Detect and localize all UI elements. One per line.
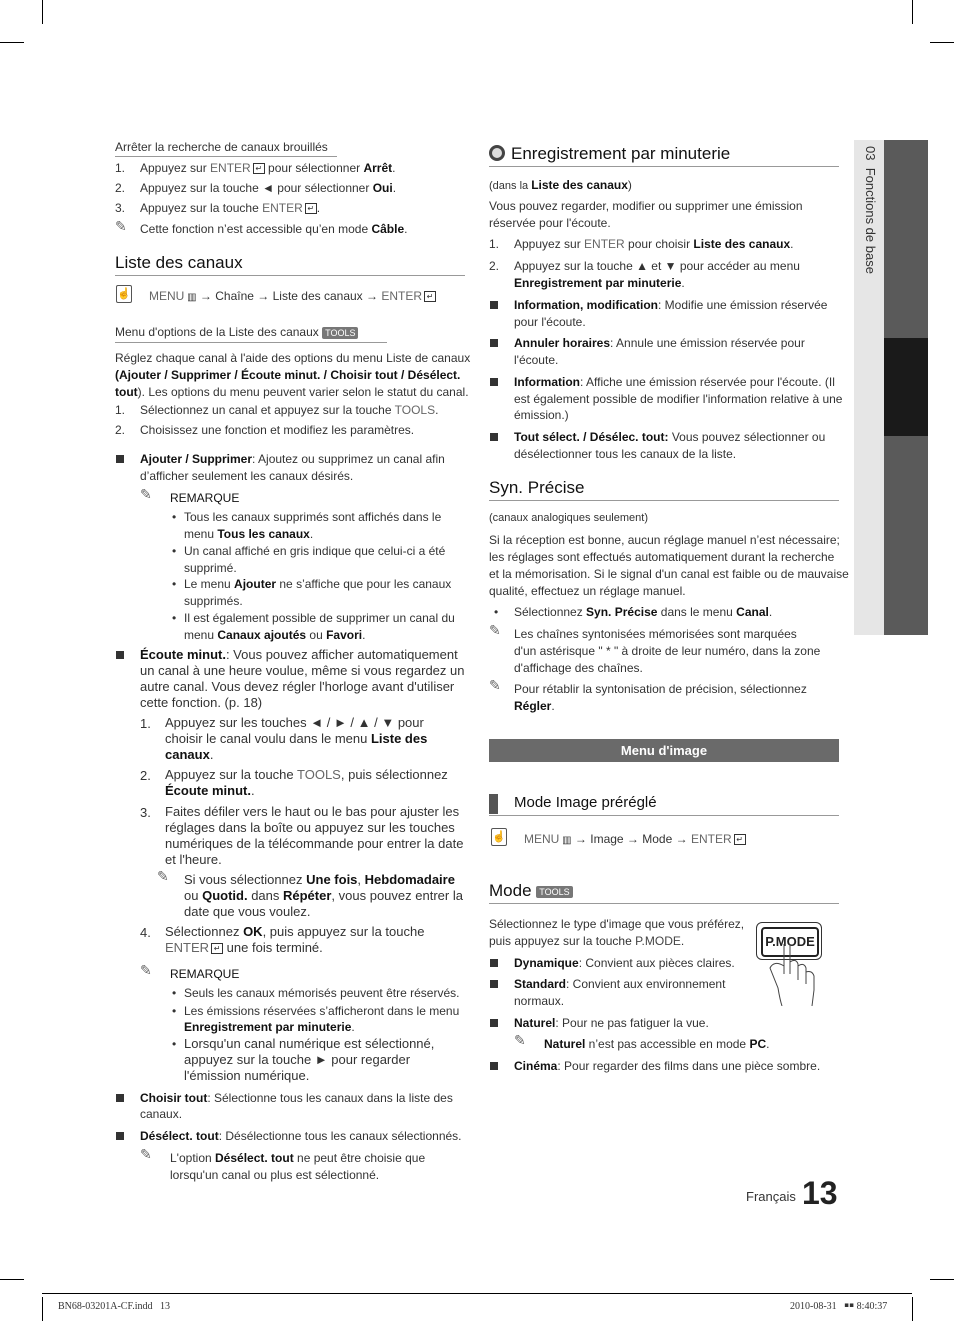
rec-step-1: Appuyez sur ENTER pour choisir Liste des canaux.	[514, 237, 794, 251]
options-intro-line3: tout). Les options du menu peuvent varier selon le statut du canal.	[115, 385, 469, 399]
footer-rule	[42, 1293, 912, 1294]
note-pencil-icon: ✎	[140, 962, 152, 978]
choose-all-line1: Choisir tout: Sélectionne tous les canaux dans la liste des	[140, 1091, 453, 1105]
sidebar-tab	[884, 140, 928, 338]
rec-step-2-line1: Appuyez sur la touche ▲ et ▼ pour accéder au menu	[514, 259, 800, 273]
info-line3: émission.)	[514, 408, 569, 422]
timer-step2-line1: Appuyez sur la touche TOOLS, puis sélectionnez	[165, 767, 448, 782]
mode-natural: Naturel: Pour ne pas fatiguer la vue.	[514, 1016, 709, 1030]
footer-date: 2010-08-31 ￭￭ 8:40:37	[790, 1301, 888, 1312]
remark2-bullet-3-line2: appuyez sur la touche ► pour regarder	[184, 1052, 411, 1067]
section-title-channel-list: Liste des canaux	[115, 253, 243, 272]
timer-clock-icon	[489, 145, 505, 161]
sidebar-chapter: 03 Fonctions de base	[863, 146, 878, 274]
deselect-note-line2: lorsqu'un canal ou plus est sélectionné.	[170, 1168, 380, 1182]
bullet-dot: •	[172, 510, 177, 524]
rec-intro-line1: Vous pouvez regarder, modifier ou supprimer une émission	[489, 199, 803, 213]
footer-language: Français	[746, 1189, 796, 1204]
bullet-square	[116, 1132, 124, 1140]
section-rule	[489, 903, 839, 904]
fine-note1-line1: Les chaînes syntonisées mémorisées sont marquées	[514, 627, 797, 641]
mode-intro-line2: puis appuyez sur la touche P.MODE.	[489, 934, 685, 948]
footer-file: BN68-03201A-CF.indd 13	[58, 1301, 170, 1312]
note-pencil-icon: ✎	[157, 868, 169, 884]
bullet-square	[116, 455, 124, 463]
bullet-square	[490, 959, 498, 967]
info-line1: Information: Affiche une émission réservée pour l'écoute. (Il	[514, 375, 835, 389]
step-number: 2.	[140, 768, 151, 783]
hand-press-icon: ☝	[116, 285, 132, 303]
timer-step3-line1: Faites défiler vers le haut ou le bas pour ajuster les	[165, 804, 460, 819]
crop-mark	[0, 1279, 24, 1280]
select-all-line2: désélectionner tous les canaux de la liste.	[514, 447, 737, 461]
cancel-line2: l'écoute.	[514, 353, 559, 367]
sidebar-tab	[884, 436, 928, 635]
remark-2-line2: supprimé.	[184, 561, 237, 575]
stop-heading: Arrêter la recherche de canaux brouillés	[115, 140, 328, 154]
mode-standard-line1: Standard: Convient aux environnement	[514, 977, 726, 991]
timer-step1-line3: canaux.	[165, 747, 214, 762]
stop-step-1: Appuyez sur ENTER ↵ pour sélectionner Arrêt.	[140, 161, 396, 175]
rec-intro-line2: réservée pour l'écoute.	[489, 216, 611, 230]
bullet-square	[116, 1094, 124, 1102]
remark-1-line1: Tous les canaux supprimés sont affichés dans le	[184, 510, 442, 524]
remark-label: REMARQUE	[170, 491, 240, 505]
remark-label: REMARQUE	[170, 967, 240, 981]
bullet-square	[490, 1019, 498, 1027]
tools-badge: TOOLS	[322, 327, 358, 339]
bullet-dot: •	[494, 605, 499, 619]
remark-1-line2: menu Tous les canaux.	[184, 527, 314, 541]
bullet-square	[116, 651, 124, 659]
fine-line3: et la mémorisation. Si le signal d'un canal est faible ou de mauvaise	[489, 567, 849, 581]
fine-note2-line1: Pour rétablir la syntonisation de précision, sélectionnez	[514, 682, 807, 696]
natural-note: Naturel n’est pas accessible en mode PC.	[544, 1037, 770, 1051]
mode-intro-line1: Sélectionnez le type d'image que vous préférez,	[489, 917, 745, 931]
note-pencil-icon: ✎	[514, 1032, 526, 1048]
timer-step4-line1: Sélectionnez OK, puis appuyez sur la touche	[165, 924, 425, 939]
bullet-square	[490, 378, 498, 386]
timer-line1: Écoute minut.: Vous pouvez afficher automatiquement	[140, 647, 458, 662]
remark2-bullet-1: Seuls les canaux mémorisés peuvent être réservés.	[184, 986, 460, 1000]
section-title-fine-tune: Syn. Précise	[489, 478, 585, 497]
crop-mark	[930, 42, 954, 43]
fine-line2: les réglages sont effectués automatiquement durant la recherche	[489, 550, 835, 564]
add-delete-line1: Ajouter / Supprimer: Ajoutez ou supprimez un canal afin	[140, 452, 445, 466]
stop-step-2: Appuyez sur la touche ◄ pour sélectionner Oui.	[140, 181, 397, 195]
select-all-line1: Tout sélect. / Désélec. tout: Vous pouvez sélectionner ou	[514, 430, 826, 444]
stop-note: Cette fonction n’est accessible qu’en mode Câble.	[140, 222, 408, 236]
remark-3-line2: supprimés.	[184, 594, 243, 608]
timer-line2: un canal à une heure voulue, même si vous regardez un	[140, 663, 465, 678]
options-heading: Menu d'options de la Liste des canaux TOOLS	[115, 324, 358, 340]
bullet-square	[490, 1062, 498, 1070]
bullet-dot: •	[172, 611, 177, 625]
step-number: 2.	[115, 423, 126, 437]
enter-icon: ↵	[253, 163, 265, 174]
timer-step2-line2: Écoute minut..	[165, 783, 255, 798]
pmode-button: P.MODE	[761, 927, 819, 957]
bullet-square	[490, 980, 498, 988]
options-intro-line2: (Ajouter / Supprimer / Écoute minut. / Choisir tout / Désélect.	[115, 368, 461, 382]
crop-mark	[0, 42, 24, 43]
remark-3-line1: Le menu Ajouter ne s’affiche que pour les canaux	[184, 577, 452, 591]
step-number: 1.	[115, 161, 126, 175]
remark2-bullet-2-line1: Les émissions réservées s’afficheront dans le menu	[184, 1004, 460, 1018]
heading-underline	[115, 156, 337, 157]
rec-context: (dans la Liste des canaux)	[489, 178, 632, 192]
remark2-bullet-3-line3: l'émission numérique.	[184, 1068, 310, 1083]
step-number: 2.	[115, 181, 126, 195]
heading-underline	[115, 342, 387, 343]
timer-step1-line1: Appuyez sur les touches ◄ / ► / ▲ / ▼ pour	[165, 715, 424, 730]
step-number: 1.	[115, 403, 126, 417]
page-number: 13	[802, 1175, 838, 1211]
options-step-1: Sélectionnez un canal et appuyez sur la touche TOOLS.	[140, 403, 439, 417]
step-number: 1.	[489, 237, 500, 251]
timer-step3-line4: et l'heure.	[165, 852, 222, 867]
note-pencil-icon: ✎	[140, 1146, 152, 1162]
info-mod-line1: Information, modification: Modifie une émission réservée	[514, 298, 828, 312]
section-title-timer-recording: Enregistrement par minuterie	[511, 144, 731, 163]
crop-mark	[42, 0, 43, 24]
timer-step3-line2: réglages dans la boîte ou appuyez sur les touches	[165, 820, 455, 835]
enter-icon: ↵	[305, 203, 317, 214]
note-pencil-icon: ✎	[489, 677, 501, 693]
fine-note1-line2: d'un astérisque " * " à droite de leur numéro, dans la zone	[514, 644, 821, 658]
add-delete-line2: d’afficher seulement les canaux désirés.	[140, 469, 354, 483]
enter-icon: ↵	[211, 943, 223, 954]
crop-mark	[42, 1297, 43, 1321]
remark2-bullet-3-line1: Lorsqu'un canal numérique est sélectionné,	[184, 1036, 435, 1051]
bullet-dot: •	[172, 986, 177, 1000]
enter-icon: ↵	[424, 291, 436, 302]
fine-bullet: Sélectionnez Syn. Précise dans le menu Canal.	[514, 605, 773, 619]
section-rule	[489, 500, 839, 501]
timer-note-line1: Si vous sélectionnez Une fois, Hebdomadaire	[184, 872, 455, 887]
remark-4-line2: menu Canaux ajoutés ou Favori.	[184, 628, 366, 642]
info-mod-line2: pour l'écoute.	[514, 315, 586, 329]
fine-note1-line3: d'affichage des chaînes.	[514, 661, 643, 675]
remark-2-line1: Un canal affiché en gris indique que celui-ci a été	[184, 544, 446, 558]
remark2-bullet-2-line2: Enregistrement par minuterie.	[184, 1020, 355, 1034]
bullet-square	[490, 433, 498, 441]
timer-line4: cette fonction. (p. 18)	[140, 695, 263, 710]
remark-4-line1: Il est également possible de supprimer un canal du	[184, 611, 455, 625]
step-number: 4.	[140, 925, 151, 940]
stop-step-3: Appuyez sur la touche ENTER ↵ .	[140, 201, 321, 215]
timer-note-line3: date que vous voulez.	[184, 904, 311, 919]
mode-standard-line2: normaux.	[514, 994, 565, 1008]
note-pencil-icon: ✎	[140, 486, 152, 502]
fine-line4: qualité, effectuez un réglage manuel.	[489, 584, 686, 598]
crop-mark	[930, 1279, 954, 1280]
mode-dynamic: Dynamique: Convient aux pièces claires.	[514, 956, 735, 970]
bullet-square	[490, 301, 498, 309]
options-step-2: Choisissez une fonction et modifiez les paramètres.	[140, 423, 415, 437]
rec-step-2-line2: Enregistrement par minuterie.	[514, 276, 685, 290]
enter-icon: ↵	[734, 834, 746, 845]
fine-line1: Si la réception est bonne, aucun réglage manuel n’est nécessaire;	[489, 533, 840, 547]
cancel-line1: Annuler horaires: Annule une émission réservée pour	[514, 336, 805, 350]
deselect-line1: Désélect. tout: Désélectionne tous les canaux sélectionnés.	[140, 1129, 462, 1143]
timer-step1-line2: choisir le canal voulu dans le menu Liste des	[165, 731, 428, 746]
info-line2: est également possible de modifier l'information relative à une	[514, 392, 843, 406]
step-number: 1.	[140, 716, 151, 731]
bullet-dot: •	[172, 1004, 177, 1018]
bullet-dot: •	[172, 544, 177, 558]
preset-mode-title: Mode Image préréglé	[514, 794, 657, 811]
section-rule	[115, 275, 465, 276]
sidebar-tab-active	[884, 338, 928, 436]
picture-menu-path: MENU ▥ → Image → Mode → ENTER ↵	[524, 831, 746, 849]
menu-path: MENU ▥ → Chaîne → Liste des canaux → ENTER ↵	[149, 288, 436, 306]
section-rule	[489, 815, 839, 816]
step-number: 3.	[140, 805, 151, 820]
section-title-mode: Mode TOOLS	[489, 881, 573, 901]
step-number: 3.	[115, 201, 126, 215]
timer-step4-line2: ENTER ↵ une fois terminé.	[165, 940, 323, 955]
tools-badge: TOOLS	[536, 886, 572, 898]
timer-line3: autre canal. Vous devez régler l'horloge avant d'utiliser	[140, 679, 455, 694]
crop-mark	[912, 1297, 913, 1321]
timer-note-line2: ou Quotid. dans Répéter, vous pouvez entrer la	[184, 888, 463, 903]
options-intro-line1: Réglez chaque canal à l'aide des options du menu Liste de canaux	[115, 351, 471, 365]
mode-cinema: Cinéma: Pour regarder des films dans une pièce sombre.	[514, 1059, 821, 1073]
fine-context: (canaux analogiques seulement)	[489, 512, 648, 524]
crop-mark	[912, 0, 913, 24]
step-number: 2.	[489, 259, 500, 273]
subsection-marker	[489, 794, 498, 814]
pointing-hand-icon	[764, 944, 824, 1006]
deselect-note-line1: L'option Désélect. tout ne peut être choisie que	[170, 1151, 426, 1165]
note-pencil-icon: ✎	[489, 622, 501, 638]
note-pencil-icon: ✎	[115, 218, 127, 234]
section-rule	[489, 166, 839, 167]
hand-press-icon: ☝	[491, 828, 507, 846]
choose-all-line2: canaux.	[140, 1107, 183, 1121]
bullet-dot: •	[172, 577, 177, 591]
bullet-dot: •	[172, 1037, 177, 1051]
fine-note2-line2: Régler.	[514, 699, 555, 713]
picture-menu-banner: Menu d'image	[489, 739, 839, 762]
timer-step3-line3: numériques de la télécommande pour entrer la date	[165, 836, 464, 851]
bullet-square	[490, 339, 498, 347]
